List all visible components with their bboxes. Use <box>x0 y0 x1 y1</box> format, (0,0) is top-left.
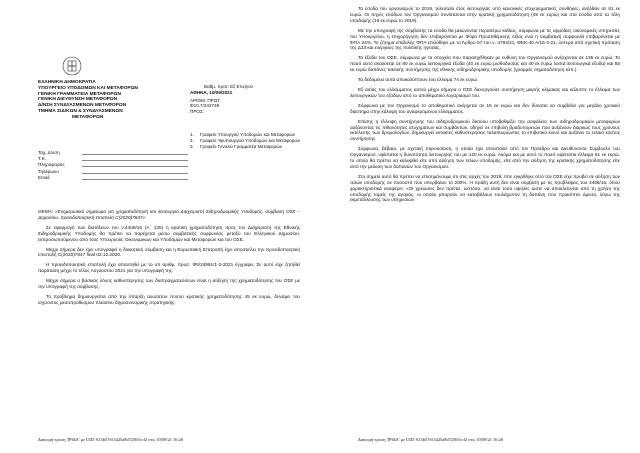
contact-label: Πληροφορίες <box>38 162 65 168</box>
paragraph: Σύμφωνα, βέβαια, με σχετική παρουσίαση, η οποία έχει αποσταλεί από τον Πρόεδρο και Διευθύνοντα Σύμβουλο του Οργανισμού, υφίσταται η δυνατότητα λειτουργίας του με 120 εκ ευρώ. Ακόμα και με αυτό το ποσό υφίσταται έλλειμα 51 εκ ευρώ, το οποίο θα πρέπει να καλυφθεί είτε από αύξηση των τελών υποδομής, είτε από την αύξηση της κρατικής χρηματοδότησης είτε από την μείωση των δαπανών του Οργανισμού. <box>350 146 620 169</box>
header-line: ΜΕΤΑΦΟΡΩΝ <box>72 114 104 120</box>
paragraph: Τα έσοδα του οργανισμού το 2019, τελευταίο έτος λειτουργίας υπό κανονικές επιχειρηματικές συνθήκες, ανήλθαν σε 81 εκ ευρώ. Οι πηγές εσόδων του Οργανισμού συνίστανται στην κρατική χρηματοδότηση (45 εκ ευρώ) και στα έσοδα από τα τέλη υποδομής (16 εκ ευρώ το 2019). <box>350 6 620 23</box>
date: ΑΘΗΝΑ, 10/09/2021 <box>190 89 233 95</box>
recipient-text: Γραφείο Γενικού Γραμματέα Μεταφορών <box>200 143 283 149</box>
paragraph: Με την υπογραφή της σύμβασης τα έσοδα θα μειώνονται περαιτέρω καθώς, σύμφωνα με τις αρμόδιες οικονομικές υπηρεσίες του Υπουργείου, η επιχορήγηση δεν επιβαρύνεται με Φόρο Προστιθέμενης Αξίας ενώ η συμβατική συμφωνία επιβαρύνεται με ΦΠΑ 24%. Το ζήτημα επιβολής ΦΠΑ επιλύθηκε με το Άρθρο 57 του ν. 4784/21, ΦΕΚ-40 Α/16-3-21, ύστερα από σχετική πρόταση της Δ33 και ενέργειες της πολιτικής ηγεσίας. <box>350 27 620 51</box>
contact-value <box>82 162 188 167</box>
contact-value <box>82 156 188 161</box>
protocol-number: Φ10.7/242749 <box>190 103 220 109</box>
subject-line: ΘΕΜΑ: «Ενημερωτικό σημείωμα για χρηματοδότηση και λειτουργία Διαχειριστή Σιδηροδρομικής Υποδομής, σύμβαση ΟΣΕ – Δημοσίου, προειδοποιητική επιστολή C(2020)7847» <box>38 209 300 220</box>
recipient-text: Γραφείο Υπουργού Υποδομών και Μεταφορών <box>200 132 296 137</box>
contact-value <box>82 175 188 180</box>
letter-body-continued <box>350 6 620 207</box>
paragraph: Επίσης η έλλειψη συντήρησης του σιδηροδρομικού δικτύου υποβαθμίζει την ασφάλεια των σιδηροδρομικών μεταφορών αυξάνοντας τις πιθανότητες ατυχημάτων και συμβάντων, οδηγεί σε επιβολή βραδυπορειών που αυξάνουν διαρκώς τους χρόνους εκτέλεσης των δρομολογίων, δημιουργεί εκτακτες καθυστερήσεις ταλαιπωρώντας το επιβατικό κοινό και αυξάνει το τελικό κόστος συντήρησης. <box>350 118 620 142</box>
header-line: Δ/ΝΣΗ ΣΥΝΔΥΑΣΜΕΝΩΝ ΜΕΤΑΦΟΡΩΝ <box>38 103 127 109</box>
contact-label: Ταχ. Δ/νση <box>38 150 60 155</box>
issuer-header <box>38 80 188 121</box>
contact-block <box>38 150 188 181</box>
paragraph: Η προειδοποιητική επιστολή έχει απαντηθεί με το υπ αριθμ. πρωτ. Φ5/24991/1-2-2021 έγγραφο. Σε αυτό είχε ζητηθεί παράταση μέχρι το τέλος Αυγούστου 2021 για την υπογραφή της. <box>38 262 300 274</box>
paragraph: Σε εφαρμογή των διατάξεων του ν.4408/16 (Α΄ 135) η κρατική χρηματοδότηση προς τον Διαχειριστή της Εθνικής Σιδηροδρομικής Υποδομής θα πρέπει να παρέχεται μέσω συμβατικής συμφωνίας μεταξύ του Ελληνικού Δημοσίου, εκπροσωπούμενου από τους Υπουργούς Οικονομικών και Υποδομών και Μεταφορών και του ΟΣΕ. <box>38 224 300 242</box>
header-line: ΕΛΛΗΝΙΚΗ ΔΗΜΟΚΡΑΤΙΑ <box>38 80 96 85</box>
document-page-1 <box>10 4 310 446</box>
paragraph: Τα έξοδα του ΟΣΕ, σύμφωνα με τα στοιχεία που παρασχέθηκαν με ευθύνη του Οργανισμού ανέρχονται σε 135 εκ ευρώ. Το ποσό αυτό αναλύεται σε 80 εκ ευρώ λειτουργικά έξοδα (40 εκ ευρώ μισθοδοσίας και 40 εκ ευρώ λοιπά λειτουργικά έξοδα) και 55 εκ ευρώ δαπάνες τακτικής συντήρησης της εθνικής σιδηροδρομικής υποδομής (γραμμές σηματοδότηση κλπ.) <box>350 55 620 73</box>
paragraph: Τα δεδομένα αυτά αποκαλύπτουν ένα έλλειμα 74 εκ ευρώ. <box>358 77 479 83</box>
contact-label: Email <box>38 174 50 180</box>
header-line: ΥΠΟΥΡΓΕΙΟ ΥΠΟΔΟΜΩΝ ΚΑΙ ΜΕΤΑΦΟΡΩΝ <box>38 85 138 91</box>
header-line: ΓΕΝΙΚΗ ΓΡΑΜΜΑΤΕΙΑ ΜΕΤΑΦΟΡΩΝ <box>38 91 121 97</box>
recipient-item <box>190 144 308 150</box>
recipient-number: 1. <box>190 132 194 137</box>
header-line: ΓΕΝΙΚΗ ΔΙΕΥΘΥΝΣΗ ΜΕΤΑΦΟΡΩΝ <box>38 97 118 103</box>
document-page-2 <box>330 4 630 446</box>
paragraph: Σύμφωνα με τον Οργανισμό το αποθεματικό ανέρχεται σε 15 εκ ευρώ και δεν δύναται να συμβάλει για μεγάλο χρονικό διάστημα στην κάλυψη του αναφερόμενου ελλείμματος. <box>350 102 620 114</box>
paragraph: Μέχρι σήμερα δεν έχει υπογραφεί η διοικητική σύμβαση και η Ευρωπαϊκή Επιτροπή έχει αποστείλει την προειδοποιητική επιστολή C(2020)7847 final 02.12.2020. <box>38 246 300 258</box>
to-label: ΠΡΟΣ: <box>190 109 205 115</box>
letter-body <box>38 209 300 310</box>
contact-value <box>82 169 188 174</box>
paragraph: Στο σημείο αυτό θα πρέπει να επισημάνουμε ότι στις αρχές του 2019, τότε εγκρίθηκε από τον ΟΣΕ είχε προβεί σε αύξηση των τελών υποδομής σε ποσοστό που υπερβαίνει το 200%. Η πράξη αυτή δεν είναι συμβατή με τις προβλέψεις του 4408/16, όπου χαρακτηριστικά αναφέρει: «Οι χρεώσεις δεν πρέπει, ωστόσο, να είναι τόσο υψηλές ώστε να αποκλείονται από τη χρήση της υποδομής τομείς της αγοράς, οι οποίοι μπορούν να καταβάλουν τουλάχιστον τη δαπάνη που προκύπτει άμεσα, λόγω της εκμετάλλευσης των υπηρεσιών <box>350 173 620 203</box>
contact-label: Τ.Κ. <box>38 156 46 162</box>
paragraph: Εξ αιτίας του ελλείμματος αυτού μέχρι σήμερα ο ΟΣΕ διενεργούσε συντήρηση μικρής κλίμακας και κάλυπτε το έλλειμα των λειτουργικών του εξόδων από το αποθεματικό λογαριασμό του. <box>350 86 620 98</box>
document-meta <box>190 84 308 115</box>
distribution-footer: Διανομή πρώτη 'ΙΡΙΔΑ' με UID: 613b57e53425a8d72565ccf2 στις 10/09/21 16:20 <box>358 437 504 442</box>
protocol-label: ΑΡΙΘΜ. ΠΡΩΤ. <box>190 97 221 103</box>
recipients <box>190 132 308 149</box>
contact-value <box>82 150 188 155</box>
priority: Βαθμ. προτ: Εξ Επείγον <box>204 84 253 89</box>
greek-emblem-icon <box>62 56 82 76</box>
paragraph: Το πρόβλημα δημιουργείται από την ύπαρξη ανώτατου ποσού κρατικής χρηματοδότησης 45 εκ ευρώ, δυνάμει του ισχύοντος μεσοπρόθεσμου πλαισίου δημοσιονομικής στρατηγικής. <box>38 293 300 305</box>
recipient-number: 2. <box>190 137 194 143</box>
distribution-footer: Διανομή πρώτη 'ΙΡΙΔΑ' με UID: 613b57e53425a8d72565ccf2 στις 10/09/21 16:20 <box>38 437 184 442</box>
header-line: ΤΜΗΜΑ ΣΙΔ/ΚΩΝ & ΣΥΝΔΥΑΣΜΕΝΩΝ <box>38 108 123 114</box>
recipient-number: 3. <box>190 143 194 149</box>
paragraph: Μέχρι σήμερα ο βασικός λόγος καθυστέρησης των διαπραγματεύσεων είναι η αύξηση της χρηματοδότησης του ΟΣΕ με την υπογραφή της σύμβασης. <box>38 278 300 290</box>
recipient-text: Γραφείο Υφυπουργού Υποδομών και Μεταφορών <box>200 137 301 143</box>
contact-label: Τηλέφωνο <box>38 168 59 174</box>
